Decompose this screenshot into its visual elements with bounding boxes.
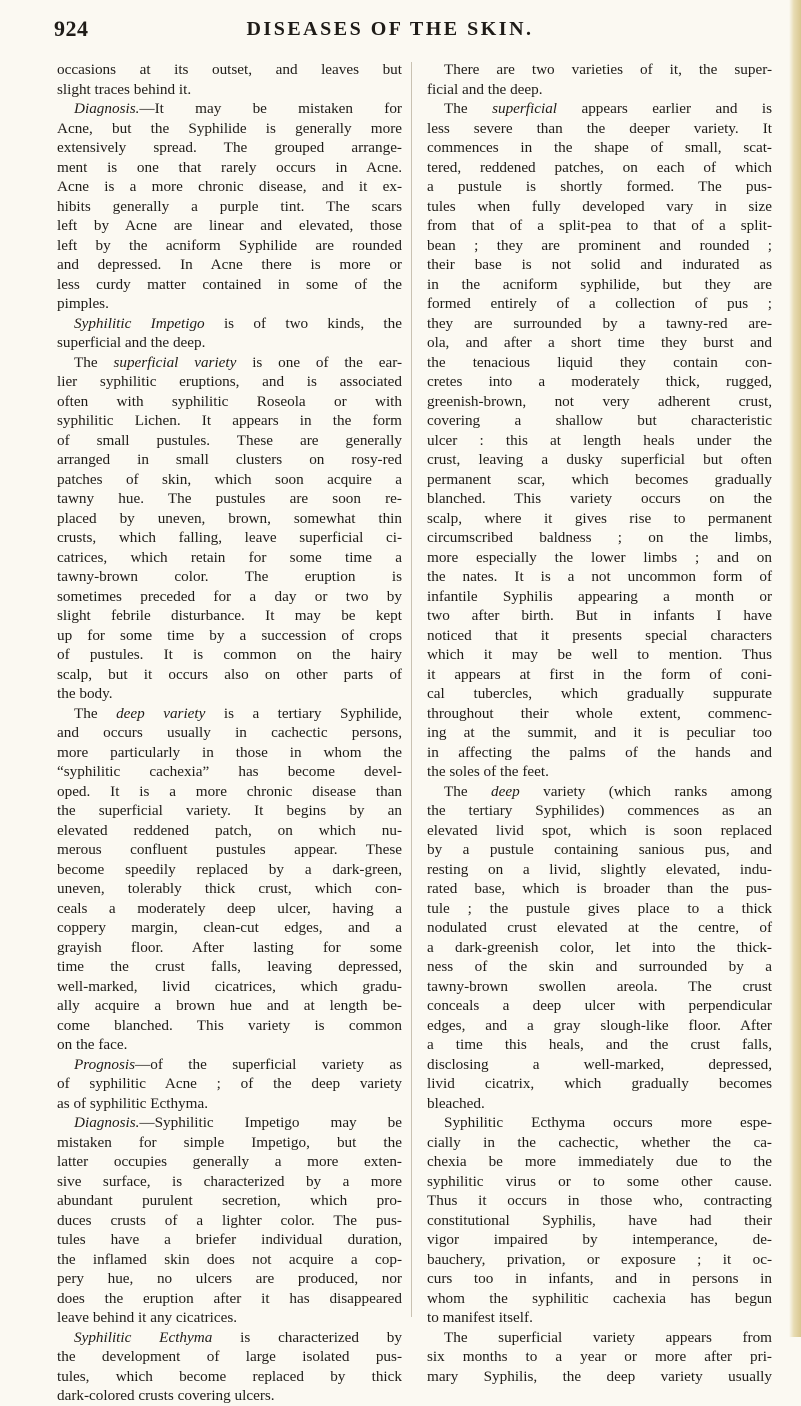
text-line: does the eruption after it has disappeared bbox=[57, 1289, 402, 1307]
text-line: permanent scar, which becomes gradually bbox=[427, 470, 772, 488]
text-line: and depressed. In Acne there is more or bbox=[57, 256, 402, 273]
text-line: tawny-brown color. The eruption is bbox=[57, 568, 402, 585]
right-column bbox=[427, 60, 772, 1386]
text-line: “syphilitic cachexia” has become devel- bbox=[57, 763, 402, 780]
text-line: whom the syphilitic cachexia has begun bbox=[427, 1289, 772, 1307]
text-line: disclosing a well-marked, depressed, bbox=[427, 1055, 772, 1073]
page-header bbox=[0, 10, 780, 50]
text-line: duces crusts of a lighter color. The pus- bbox=[57, 1211, 402, 1229]
text-line: placed by uneven, brown, somewhat thin bbox=[57, 509, 402, 527]
text-line: chexia be more immediately due to the bbox=[427, 1153, 772, 1170]
text-line: ness of the skin and surrounded by a bbox=[427, 958, 772, 975]
text-line: tawny-brown swollen areola. The crust bbox=[427, 977, 772, 995]
text-line: slight febrile disturbance. It may be kept bbox=[57, 607, 402, 624]
text-line: ficial and the deep. bbox=[427, 80, 543, 98]
italic-term: Prognosis bbox=[74, 1055, 136, 1073]
text-line: Thus it occurs in those who, contracting bbox=[427, 1192, 772, 1209]
running-title: DISEASES OF THE SKIN. bbox=[246, 18, 534, 40]
text-line: infantile Syphilis appearing a month or bbox=[427, 587, 772, 605]
text-line: their base is not solid and indurated as bbox=[427, 256, 772, 273]
text-line: pimples. bbox=[57, 295, 109, 312]
text-line: cal tubercles, which gradually suppurate bbox=[427, 685, 772, 702]
text-line: ally acquire a brown hue and at length be- bbox=[57, 997, 402, 1014]
page-edge bbox=[789, 0, 801, 1337]
text-line: latter occupies generally a more exten- bbox=[57, 1153, 402, 1170]
text-line: The superficial variety is one of the ear- bbox=[74, 353, 402, 371]
text-line: left by Acne are linear and elevated, those bbox=[57, 217, 402, 234]
column-divider bbox=[411, 62, 412, 1317]
text-line: rated base, which is broader than the pus- bbox=[427, 880, 772, 897]
text-line: The deep variety (which ranks among bbox=[444, 782, 772, 800]
text-line: the tenacious liquid they contain con- bbox=[427, 353, 772, 371]
text-line: sive surface, is characterized by a more bbox=[57, 1172, 402, 1190]
text-line: circumscribed baldness ; on the limbs, bbox=[427, 529, 772, 546]
text-line: bauchery, privation, or exposure ; it oc- bbox=[427, 1250, 772, 1268]
text-line: resting on a livid, slightly elevated, indu- bbox=[427, 860, 772, 878]
italic-term: Diagnosis. bbox=[74, 1114, 140, 1131]
text-line: the development of large isolated pus- bbox=[57, 1348, 402, 1365]
text-line: conceals a deep ulcer with perpendicular bbox=[427, 997, 772, 1014]
text-line: noticed that it presents special characters bbox=[427, 626, 772, 644]
text-line: mary Syphilis, the deep variety usually bbox=[427, 1367, 772, 1385]
text-line: the superficial variety. It begins by an bbox=[57, 802, 402, 819]
text-line: a time this heals, and the crust falls, bbox=[427, 1036, 772, 1053]
text-line: less curdy matter contained in some of the bbox=[57, 275, 402, 293]
italic-term: superficial bbox=[492, 100, 558, 117]
text-line: greenish-brown, not very adherent crust, bbox=[427, 392, 772, 410]
text-line: leave behind it any cicatrices. bbox=[57, 1309, 238, 1326]
text-line: occasions at its outset, and leaves but bbox=[57, 61, 402, 78]
text-line: of syphilitic Acne ; of the deep variety bbox=[57, 1075, 402, 1092]
text-line: Acne is a more chronic disease, and it ex- bbox=[57, 178, 402, 195]
text-line: crust, leaving a dusky superficial but often bbox=[427, 451, 772, 468]
text-line: scalp, but it occurs also on other parts of bbox=[57, 665, 402, 683]
text-line: in the acniform syphilide, but they are bbox=[427, 275, 772, 293]
text-line: Acne, but the Syphilide is generally more bbox=[57, 119, 402, 137]
italic-term: deep bbox=[491, 782, 520, 800]
text-line: time the crust falls, leaving depressed, bbox=[57, 958, 402, 975]
text-line: crusts, which falling, leave superficial ci- bbox=[57, 529, 402, 546]
text-line: of small pustules. These are generally bbox=[57, 431, 402, 449]
text-line: as of syphilitic Ecthyma. bbox=[57, 1094, 208, 1112]
left-column bbox=[57, 60, 402, 1406]
text-line: Diagnosis.—Syphilitic Impetigo may be bbox=[74, 1114, 402, 1131]
text-line: throughout their whole extent, commenc- bbox=[427, 704, 772, 722]
text-line: in affecting the palms of the hands and bbox=[427, 743, 772, 761]
text-line: commences in the shape of small, scat- bbox=[427, 139, 772, 156]
italic-term: deep variety bbox=[116, 704, 206, 722]
text-line: The superficial appears earlier and is bbox=[444, 100, 772, 117]
text-line: tawny hue. The pustules are soon re- bbox=[57, 490, 402, 507]
page-number: 924 bbox=[54, 16, 89, 41]
text-line: come blanched. This variety is common bbox=[57, 1016, 402, 1034]
text-line: a pustule is shortly formed. The pus- bbox=[427, 178, 772, 195]
text-line: bleached. bbox=[427, 1094, 485, 1112]
text-line: scalp, where it gives rise to permanent bbox=[427, 509, 772, 527]
text-line: ceals a moderately deep ulcer, having a bbox=[57, 899, 402, 917]
text-line: hibits generally a purple tint. The scars bbox=[57, 197, 402, 215]
text-line: from that of a split-pea to that of a split- bbox=[427, 217, 772, 234]
text-line: pery hue, no ulcers are produced, nor bbox=[57, 1270, 402, 1287]
text-line: syphilitic virus or to some other cause. bbox=[427, 1172, 772, 1190]
text-line: cially in the cachectic, whether the ca- bbox=[427, 1133, 772, 1151]
text-line: elevated livid spot, which is soon replaced bbox=[427, 821, 772, 839]
text-line: which it may be well to mention. Thus bbox=[427, 646, 772, 663]
text-line: bean ; they are prominent and rounded ; bbox=[427, 236, 772, 254]
text-line: nodulated crust elevated at the centre, of bbox=[427, 919, 772, 936]
text-line: extensively spread. The grouped arrange- bbox=[57, 139, 402, 156]
text-line: formed entirely of a collection of pus ; bbox=[427, 295, 772, 312]
text-line: on the face. bbox=[57, 1036, 128, 1053]
text-line: syphilitic Lichen. It appears in the form bbox=[57, 412, 402, 429]
text-line: lier syphilitic eruptions, and is associated bbox=[57, 373, 402, 390]
text-line: arranged in small clusters on rosy-red bbox=[57, 451, 402, 468]
text-line: tered, reddened patches, on each of which bbox=[427, 158, 772, 176]
text-line: livid cicatrix, which gradually becomes bbox=[427, 1075, 772, 1092]
text-line: Syphilitic Impetigo is of two kinds, the bbox=[74, 314, 402, 332]
text-line: they are surrounded by a tawny-red are- bbox=[427, 314, 772, 332]
text-line: six months to a year or more after pri- bbox=[427, 1348, 772, 1365]
italic-term: Syphilitic Ecthyma bbox=[74, 1328, 213, 1346]
text-line: it appears at first in the form of coni- bbox=[427, 665, 772, 683]
text-line: a dark-greenish color, let into the thick- bbox=[427, 938, 772, 956]
text-line: the tertiary Syphilides) commences as an bbox=[427, 802, 772, 819]
text-line: uneven, tolerably thick crust, which con- bbox=[57, 880, 402, 897]
text-line: of pustules. It is common on the hairy bbox=[57, 646, 402, 663]
text-line: two after birth. But in infants I have bbox=[427, 607, 772, 624]
text-line: slight traces behind it. bbox=[57, 80, 192, 98]
text-line: constitutional Syphilis, have had their bbox=[427, 1211, 772, 1229]
text-line: curs too in infants, and in persons in bbox=[427, 1270, 772, 1287]
text-line: left by the acniform Syphilide are rounded bbox=[57, 236, 402, 254]
text-line: cretes into a moderately thick, rugged, bbox=[427, 373, 772, 390]
text-line: up for some time by a succession of crops bbox=[57, 626, 402, 644]
italic-term: superficial variety bbox=[113, 353, 237, 371]
text-line: coppery margin, clean-cut edges, and a bbox=[57, 919, 402, 936]
text-line: the body. bbox=[57, 685, 113, 702]
italic-term: Diagnosis. bbox=[74, 100, 140, 117]
text-line: mistaken for simple Impetigo, but the bbox=[57, 1133, 402, 1151]
text-line: less severe than the deeper variety. It bbox=[427, 119, 772, 137]
text-line: catrices, which retain for some time a bbox=[57, 548, 402, 566]
text-line: grayish floor. After lasting for some bbox=[57, 938, 402, 956]
text-line: merous confluent pustules appear. These bbox=[57, 841, 402, 858]
text-line: well-marked, livid cicatrices, which gradu- bbox=[57, 977, 402, 995]
text-line: Syphilitic Ecthyma is characterized by bbox=[74, 1328, 402, 1346]
text-line: and occurs usually in cachectic persons, bbox=[57, 724, 402, 741]
text-line: tules have a briefer individual duration, bbox=[57, 1231, 402, 1248]
text-line: superficial and the deep. bbox=[57, 334, 206, 351]
text-line: blanched. This variety occurs on the bbox=[427, 490, 772, 507]
text-line: The deep variety is a tertiary Syphilide, bbox=[74, 704, 402, 722]
text-line: become speedily replaced by a dark-green, bbox=[57, 860, 402, 878]
text-line: vigor impaired by intemperance, de- bbox=[427, 1231, 772, 1248]
text-line: more particularly in those in whom the bbox=[57, 743, 402, 761]
italic-term: Syphilitic Impetigo bbox=[74, 314, 205, 332]
text-line: patches of skin, which soon acquire a bbox=[57, 470, 402, 488]
text-line: ulcer : this at length heals under the bbox=[427, 431, 772, 449]
text-line: The superficial variety appears from bbox=[444, 1328, 772, 1346]
text-line: by a pustule containing sanious pus, and bbox=[427, 841, 772, 858]
text-line: ment is one that rarely occurs in Acne. bbox=[57, 158, 402, 176]
text-line: sometimes preceded for a day or two by bbox=[57, 587, 402, 605]
text-line: ing at the summit, and it is peculiar too bbox=[427, 724, 772, 741]
text-line: Prognosis—of the superficial variety as bbox=[74, 1055, 402, 1073]
text-line: There are two varieties of it, the super- bbox=[444, 61, 772, 78]
text-line: to manifest itself. bbox=[427, 1309, 533, 1326]
text-line: often with syphilitic Roseola or with bbox=[57, 392, 402, 410]
text-line: tules when fully developed vary in size bbox=[427, 197, 772, 215]
text-line: more especially the lower limbs ; and on bbox=[427, 548, 772, 566]
text-line: tules, which become replaced by thick bbox=[57, 1367, 402, 1385]
text-line: dark-colored crusts covering ulcers. bbox=[57, 1387, 275, 1404]
text-line: edges, and a gray slough-like floor. After bbox=[427, 1016, 772, 1034]
text-line: oped. It is a more chronic disease than bbox=[57, 782, 402, 800]
text-line: tule ; the pustule gives place to a thick bbox=[427, 899, 772, 917]
text-line: elevated reddened patch, on which nu- bbox=[57, 821, 402, 839]
text-line: the nates. It is a not uncommon form of bbox=[427, 568, 772, 585]
text-line: the inflamed skin does not acquire a cop- bbox=[57, 1250, 402, 1268]
text-line: ola, and after a short time they burst and bbox=[427, 334, 772, 351]
text-line: the soles of the feet. bbox=[427, 763, 549, 780]
text-line: Diagnosis.—It may be mistaken for bbox=[74, 100, 402, 117]
text-line: Syphilitic Ecthyma occurs more espe- bbox=[444, 1114, 772, 1131]
text-line: covering a shallow but characteristic bbox=[427, 412, 772, 429]
text-line: abundant purulent secretion, which pro- bbox=[57, 1192, 402, 1209]
